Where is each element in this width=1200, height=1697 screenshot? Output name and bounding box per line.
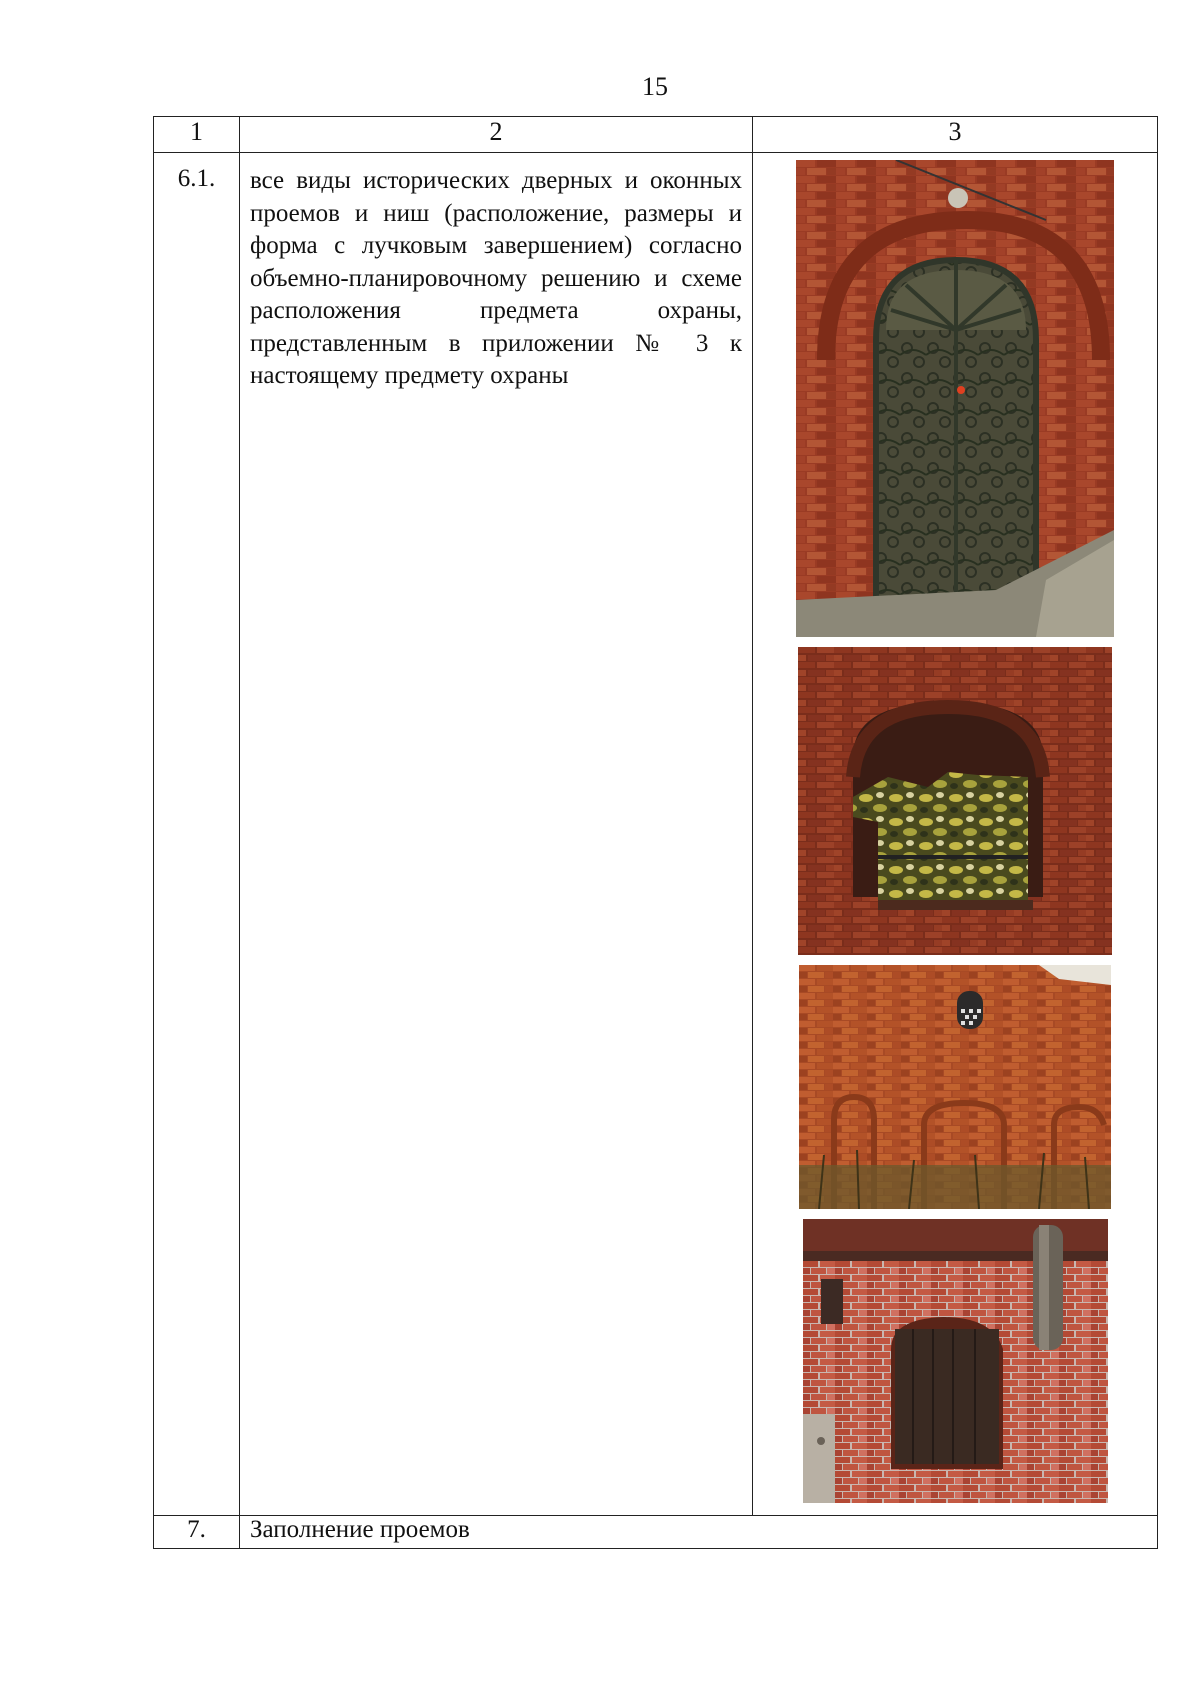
column-header-3: 3 <box>753 117 1158 153</box>
table-header-row <box>154 117 1158 153</box>
brick-wall-niches-photo <box>799 965 1111 1209</box>
arched-window-opening-photo <box>798 647 1112 955</box>
column-header-1: 1 <box>154 117 240 153</box>
page-number: 15 <box>642 72 668 101</box>
table-row <box>154 153 1158 1516</box>
row-number: 6.1. <box>154 153 240 1516</box>
protection-subject-table <box>153 116 1158 1549</box>
column-header-2: 2 <box>240 117 753 153</box>
boarded-window-photo <box>803 1219 1108 1503</box>
table-row <box>154 1516 1158 1549</box>
row-number: 7. <box>154 1516 240 1549</box>
arched-iron-gate-photo <box>796 160 1114 637</box>
section-title: Заполнение проемов <box>240 1516 1158 1549</box>
row-description: все виды исторических дверных и оконных проемов и ниш (расположение, размеры и форма с лучковым завершением) согласно объемно-планировочному решению и схеме расположения предмета охраны, представленным в приложении № 3 к настоящему предмету охраны <box>240 153 753 1516</box>
row-photos <box>753 153 1158 1516</box>
